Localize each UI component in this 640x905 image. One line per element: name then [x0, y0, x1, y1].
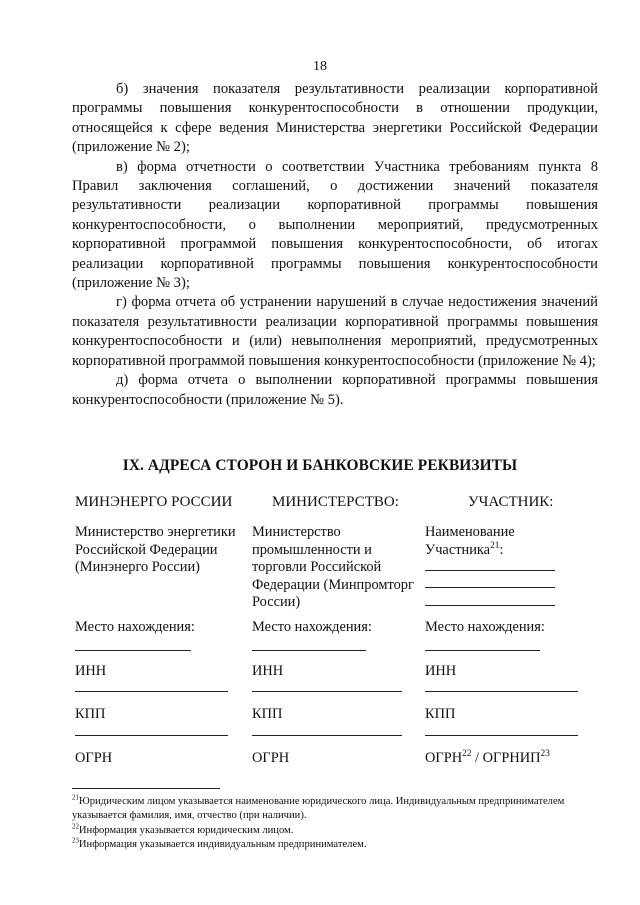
ogrn-text: ОГРН	[425, 750, 463, 766]
party-header-minenergo: МИНЭНЕРГО РОССИИ	[75, 494, 233, 510]
location-label-ministry: Место нахождения:	[252, 619, 372, 635]
footnote-text-21: Юридическим лицом указывается наименование юридического лица. Индивидуальным предпринимателем указывается фамилия, имя, отчество (при наличии).	[72, 796, 565, 822]
inn-line-participant	[425, 691, 578, 692]
body-text	[72, 80, 598, 410]
footnote-text-22: Информация указывается юридическим лицом.	[78, 824, 294, 836]
participant-name-line-3	[425, 605, 555, 606]
participant-name-text: Наименование Участника	[425, 524, 515, 558]
ogrnip-text: / ОГРНИП	[471, 750, 541, 766]
inn-label-minenergo: ИНН	[75, 663, 107, 679]
participant-name-colon: :	[499, 541, 504, 558]
footnote-separator	[72, 788, 220, 789]
party-header-participant: УЧАСТНИК:	[468, 494, 554, 510]
party-header-ministry: МИНИСТЕРСТВО:	[272, 494, 399, 510]
paragraph-v: в) форма отчетности о соответствии Участника требованиям пункта 8 Правил заключения соглашений, о достижении значений показателя результативности реализации корпоративной программы повышения конкурентоспособности, о выполнении мероприятий, предусмотренных корпоративной программой повышения конкурентоспособности, об итогах реализации корпоративной программы повышения конкурентоспособности (приложение № 3);	[72, 158, 598, 292]
inn-label-ministry: ИНН	[252, 663, 284, 679]
location-line-participant	[425, 650, 540, 651]
footnote-23	[72, 838, 607, 852]
participant-name-line-1	[425, 570, 555, 571]
location-line-minenergo	[75, 650, 191, 651]
inn-line-ministry	[252, 691, 402, 692]
kpp-line-participant	[425, 735, 578, 736]
footnote-21	[72, 795, 607, 824]
party-name-ministry: Министерство промышленности и торговли Российской Федерации (Минпромторг России)	[252, 524, 414, 610]
kpp-line-ministry	[252, 735, 402, 736]
ogrn-label-minenergo: ОГРН	[75, 750, 113, 766]
kpp-label-ministry: КПП	[252, 706, 283, 722]
paragraph-b: б) значения показателя результативности реализации корпоративной программы повышения конкурентоспособности в отношении продукции, относящейся к сфере ведения Министерства энергетики Российской Федерации (приложение № 2);	[72, 81, 598, 156]
party-name-participant	[425, 524, 565, 559]
kpp-label-participant: КПП	[425, 706, 456, 722]
paragraph-g: г) форма отчета об устранении нарушений в случае недостижения значений показателя результативности реализации корпоративной программы повышения конкурентоспособности и (или) невыполнения мероприятий, предусмотренных корпоративной программой повышения конкурентоспособности (приложение № 4);	[72, 294, 598, 369]
footnote-marker-23: 23	[72, 837, 79, 845]
footnote-text-23: Информация указывается индивидуальным предпринимателем.	[78, 838, 367, 850]
paragraph-d: д) форма отчета о выполнении корпоративной программы повышения конкурентоспособности (приложение № 5).	[72, 372, 598, 408]
footnote-ref-23: 23	[540, 749, 550, 760]
section-heading: IX. АДРЕСА СТОРОН И БАНКОВСКИЕ РЕКВИЗИТЫ	[122, 457, 518, 474]
ogrn-label-participant	[425, 750, 600, 768]
inn-line-minenergo	[75, 691, 228, 692]
page-number: 18	[313, 59, 327, 74]
party-name-minenergo: Министерство энергетики Российской Федерации (Минэнерго России)	[75, 524, 236, 575]
footnote-marker-22: 22	[72, 823, 79, 831]
footnote-ref-21: 21	[490, 540, 500, 551]
participant-name-line-2	[425, 587, 555, 588]
location-label-minenergo: Место нахождения:	[75, 619, 195, 635]
kpp-label-minenergo: КПП	[75, 706, 106, 722]
footnote-22	[72, 824, 607, 838]
footnotes	[72, 795, 607, 852]
footnote-ref-22: 22	[462, 749, 472, 760]
location-label-participant: Место нахождения:	[425, 619, 545, 635]
footnote-marker-21: 21	[72, 794, 79, 802]
location-line-ministry	[252, 650, 366, 651]
kpp-line-minenergo	[75, 735, 228, 736]
inn-label-participant: ИНН	[425, 663, 457, 679]
ogrn-label-ministry: ОГРН	[252, 750, 290, 766]
